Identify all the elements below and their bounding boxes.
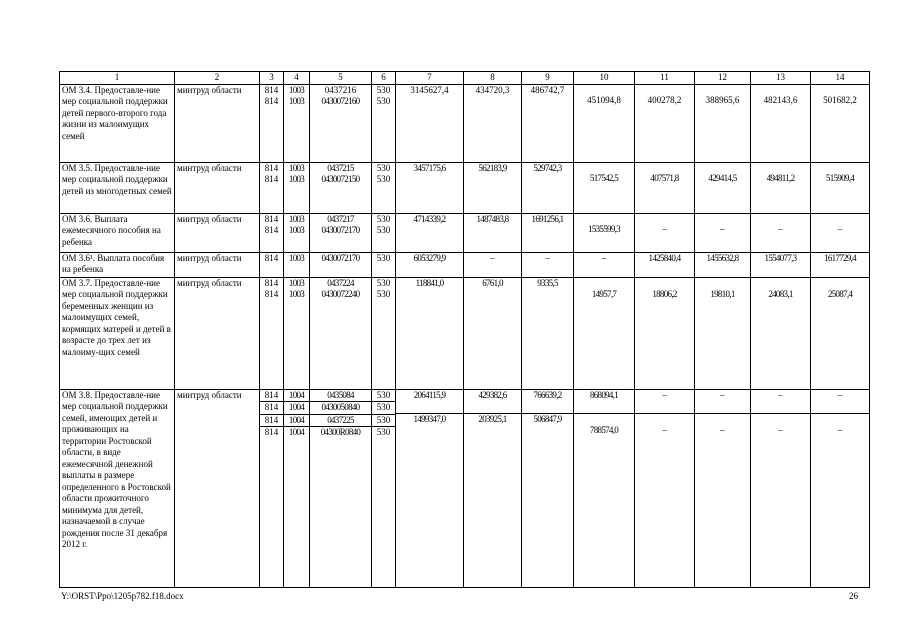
code-value: 1004	[284, 401, 309, 414]
code-value: 814	[260, 401, 283, 414]
amount-cell: 6053279,9	[396, 252, 464, 277]
amount-value: –	[695, 413, 750, 437]
code-cell	[284, 277, 310, 389]
code-cell	[310, 162, 372, 213]
header-cell: 14	[811, 72, 870, 85]
code-cell	[284, 389, 310, 587]
amount-value: 24083,1	[768, 288, 793, 299]
table-row	[60, 84, 870, 162]
code-value: 1003	[288, 225, 305, 235]
amount-value: –	[662, 223, 667, 234]
code-value: 814	[264, 84, 279, 95]
amount-value: 429382,6	[478, 389, 507, 400]
code-cell	[310, 84, 372, 162]
header-cell: 9	[522, 72, 574, 85]
amount-value: 388965,6	[705, 94, 740, 105]
amount-cell	[574, 84, 635, 162]
code-value: 1003	[288, 162, 305, 173]
code-value: 530	[376, 289, 391, 299]
code-value: 530	[376, 213, 391, 224]
measure-name: ОМ 3.8. Предоставле-ние мер социальной поддержки семей, имеющих детей и проживающих на территории Ростовской области, в виде ежемесячной денежной выплаты в размере определенного в Ростовской области прожиточного минимума для детей, назначаемой в случае рождения после 31 декабря 2012 г.	[60, 389, 175, 587]
header-cell: 12	[695, 72, 751, 85]
measure-name: ОМ 3.4. Предоставле-ние мер социальной поддержки детей первого-второго года жизни из малоимущих семей	[60, 84, 175, 162]
code-value: 0437215	[327, 162, 354, 173]
code-value: 530	[376, 277, 391, 288]
amount-value: –	[778, 223, 783, 234]
code-value: 814	[260, 414, 283, 427]
code-cell	[260, 84, 284, 162]
code-value: 0437224	[327, 277, 354, 288]
amount-cell	[635, 84, 695, 162]
amount-cell	[635, 277, 695, 389]
code-value: 1003	[288, 213, 305, 224]
code-value: 530	[376, 162, 391, 173]
code-value: 0437225	[310, 414, 371, 427]
amount-cell	[522, 389, 574, 587]
code-cell	[310, 389, 372, 587]
amount-value: –	[751, 413, 810, 437]
amount-value: 766639,2	[533, 389, 562, 400]
amount-value: 515909,4	[825, 172, 855, 183]
amount-cell: 562183,9	[464, 162, 522, 213]
measure-name: ОМ 3.7. Предоставле-ние мер социальной поддержки беременных женщин из малоимущих семей, кормящих матерей и детей в возрасте до трех лет из малоиму-щих семей	[60, 277, 175, 389]
amount-cell: 1455632,8	[695, 252, 751, 277]
header-cell: 8	[464, 72, 522, 85]
header-cell: 7	[396, 72, 464, 85]
header-cell: 3	[260, 72, 284, 85]
header-cell: 13	[751, 72, 811, 85]
code-value: 1004	[288, 389, 305, 400]
amount-value: –	[662, 389, 667, 400]
amount-cell: 9335,5	[522, 277, 574, 389]
amount-cell	[695, 213, 751, 252]
code-value: 530	[372, 401, 395, 414]
code-value: 0430072160	[321, 96, 360, 106]
code-cell	[260, 277, 284, 389]
code-value: 530	[376, 389, 391, 400]
executor: минтруд области	[175, 252, 260, 277]
amount-cell: 529742,3	[522, 162, 574, 213]
amount-value: 407571,8	[650, 172, 679, 183]
code-value: 1003	[288, 84, 305, 95]
amount-cell	[751, 389, 811, 587]
amount-value: 19810,1	[710, 288, 735, 299]
amount-value: 517542,5	[589, 172, 619, 183]
amount-value: 1535599,3	[588, 223, 620, 234]
amount-cell	[695, 162, 751, 213]
code-cell	[372, 213, 396, 252]
amount-cell	[695, 389, 751, 587]
amount-cell: 3457175,6	[396, 162, 464, 213]
amount-cell	[811, 84, 870, 162]
code-cell: 1003	[284, 252, 310, 277]
amount-cell	[751, 213, 811, 252]
code-cell	[284, 84, 310, 162]
code-cell	[372, 389, 396, 587]
executor: минтруд области	[175, 389, 260, 587]
amount-cell: 6761,0	[464, 277, 522, 389]
amount-cell	[635, 389, 695, 587]
code-value: 0435084	[327, 389, 354, 400]
table-row	[60, 162, 870, 213]
code-value: 0437217	[327, 213, 354, 224]
amount-cell: 486742,7	[522, 84, 574, 162]
code-cell	[310, 277, 372, 389]
code-cell	[372, 277, 396, 389]
code-value: 814	[264, 389, 279, 400]
code-cell	[372, 162, 396, 213]
amount-value: –	[837, 389, 843, 400]
amount-value: 868094,1	[589, 389, 619, 400]
amount-cell	[695, 84, 751, 162]
amount-value: 506847,9	[522, 413, 573, 426]
code-value: 814	[264, 96, 279, 106]
code-value: 814	[264, 277, 279, 288]
amount-value: 203925,1	[464, 413, 521, 426]
executor: минтруд области	[175, 277, 260, 389]
code-cell: 530	[372, 252, 396, 277]
header-cell: 2	[175, 72, 260, 85]
code-cell	[260, 162, 284, 213]
executor: минтруд области	[175, 162, 260, 213]
code-value: 1004	[284, 426, 309, 439]
amount-value: 1499347,0	[396, 413, 463, 426]
amount-cell	[751, 162, 811, 213]
amount-value: 18806,2	[652, 288, 677, 299]
table-row	[60, 277, 870, 389]
header-cell: 6	[372, 72, 396, 85]
amount-cell: 1691256,1	[522, 213, 574, 252]
header-cell: 5	[310, 72, 372, 85]
amount-cell: 4714339,2	[396, 213, 464, 252]
amount-cell	[811, 277, 870, 389]
code-value: 814	[264, 225, 279, 235]
amount-value: –	[720, 389, 725, 400]
code-value: 0437216	[324, 84, 357, 95]
code-value: 814	[264, 174, 279, 184]
code-cell	[260, 389, 284, 587]
code-cell: 0430072170	[310, 252, 372, 277]
amount-cell	[635, 162, 695, 213]
budget-table	[59, 71, 870, 588]
file-path: Y:\ORST\Ppo\1205p782.f18.docx	[61, 591, 184, 601]
code-cell	[260, 213, 284, 252]
code-value: 1004	[284, 414, 309, 427]
amount-cell: 1554077,3	[751, 252, 811, 277]
amount-cell	[751, 277, 811, 389]
amount-cell	[574, 162, 635, 213]
amount-value: 501682,2	[823, 94, 857, 105]
amount-value: –	[720, 223, 725, 234]
code-value: 0430072170	[321, 225, 360, 235]
code-value: 814	[264, 162, 279, 173]
executor: минтруд области	[175, 84, 260, 162]
header-cell: 1	[60, 72, 175, 85]
header-cell: 10	[574, 72, 635, 85]
code-value: 530	[376, 225, 391, 235]
amount-cell: 434720,3	[464, 84, 522, 162]
amount-value: –	[837, 223, 843, 234]
amount-cell	[811, 213, 870, 252]
code-cell: 814	[260, 252, 284, 277]
table-row	[60, 252, 870, 277]
amount-cell: 3145627,4	[396, 84, 464, 162]
amount-value: 482143,6	[763, 94, 798, 105]
amount-cell	[751, 84, 811, 162]
code-value: 530	[376, 84, 391, 95]
amount-value: 25087,4	[827, 288, 853, 299]
amount-value: 788574,0	[574, 413, 634, 437]
amount-value: 14957,7	[591, 288, 617, 299]
amount-cell	[695, 277, 751, 389]
page-number: 26	[849, 591, 858, 601]
code-value: 1003	[288, 96, 305, 106]
amount-cell: –	[464, 252, 522, 277]
code-value: 814	[264, 289, 279, 299]
code-cell	[372, 84, 396, 162]
amount-value: 2064115,9	[413, 389, 446, 400]
code-value: 530	[372, 426, 395, 439]
amount-cell	[574, 277, 635, 389]
amount-value: 494811,2	[766, 172, 795, 183]
code-value: 04300R0840	[310, 426, 371, 439]
amount-cell	[811, 162, 870, 213]
amount-cell	[396, 389, 464, 587]
code-value: 0430072240	[321, 289, 360, 299]
header-cell: 11	[635, 72, 695, 85]
amount-cell	[574, 389, 635, 587]
amount-value: –	[811, 413, 869, 437]
amount-cell	[464, 389, 522, 587]
executor: минтруд области	[175, 213, 260, 252]
code-value: 1003	[288, 289, 305, 299]
code-value: 1003	[288, 174, 305, 184]
measure-name: ОМ 3.6. Выплата ежемесячного пособия на ребенка	[60, 213, 175, 252]
code-value: 530	[372, 414, 395, 427]
code-value: 814	[264, 213, 279, 224]
code-value: 530	[376, 96, 391, 106]
amount-cell: 1487483,8	[464, 213, 522, 252]
amount-cell: –	[574, 252, 635, 277]
amount-cell	[574, 213, 635, 252]
amount-cell	[811, 389, 870, 587]
amount-cell: 118841,0	[396, 277, 464, 389]
amount-cell: 1425840,4	[635, 252, 695, 277]
header-cell: 4	[284, 72, 310, 85]
amount-value: 451094,8	[587, 94, 621, 105]
amount-cell	[635, 213, 695, 252]
code-value: 0430050840	[310, 401, 371, 414]
code-cell	[284, 213, 310, 252]
code-value: 814	[260, 426, 283, 439]
amount-value: –	[778, 389, 783, 400]
table-row	[60, 213, 870, 252]
amount-cell: 1617729,4	[811, 252, 870, 277]
amount-cell: –	[522, 252, 574, 277]
measure-name: ОМ 3.6¹. Выплата пособия на ребенка	[60, 252, 175, 277]
table-row	[60, 389, 870, 587]
code-value: 0430072150	[321, 174, 360, 184]
measure-name: ОМ 3.5. Предоставле-ние мер социальной поддержки детей из многодетных семей	[60, 162, 175, 213]
amount-value: –	[635, 413, 694, 437]
header-row	[60, 72, 870, 85]
amount-value: 400278,2	[647, 94, 682, 105]
code-cell	[284, 162, 310, 213]
code-value: 530	[376, 174, 391, 184]
code-cell	[310, 213, 372, 252]
amount-value: 429414,5	[708, 172, 737, 183]
code-value: 1003	[288, 277, 305, 288]
